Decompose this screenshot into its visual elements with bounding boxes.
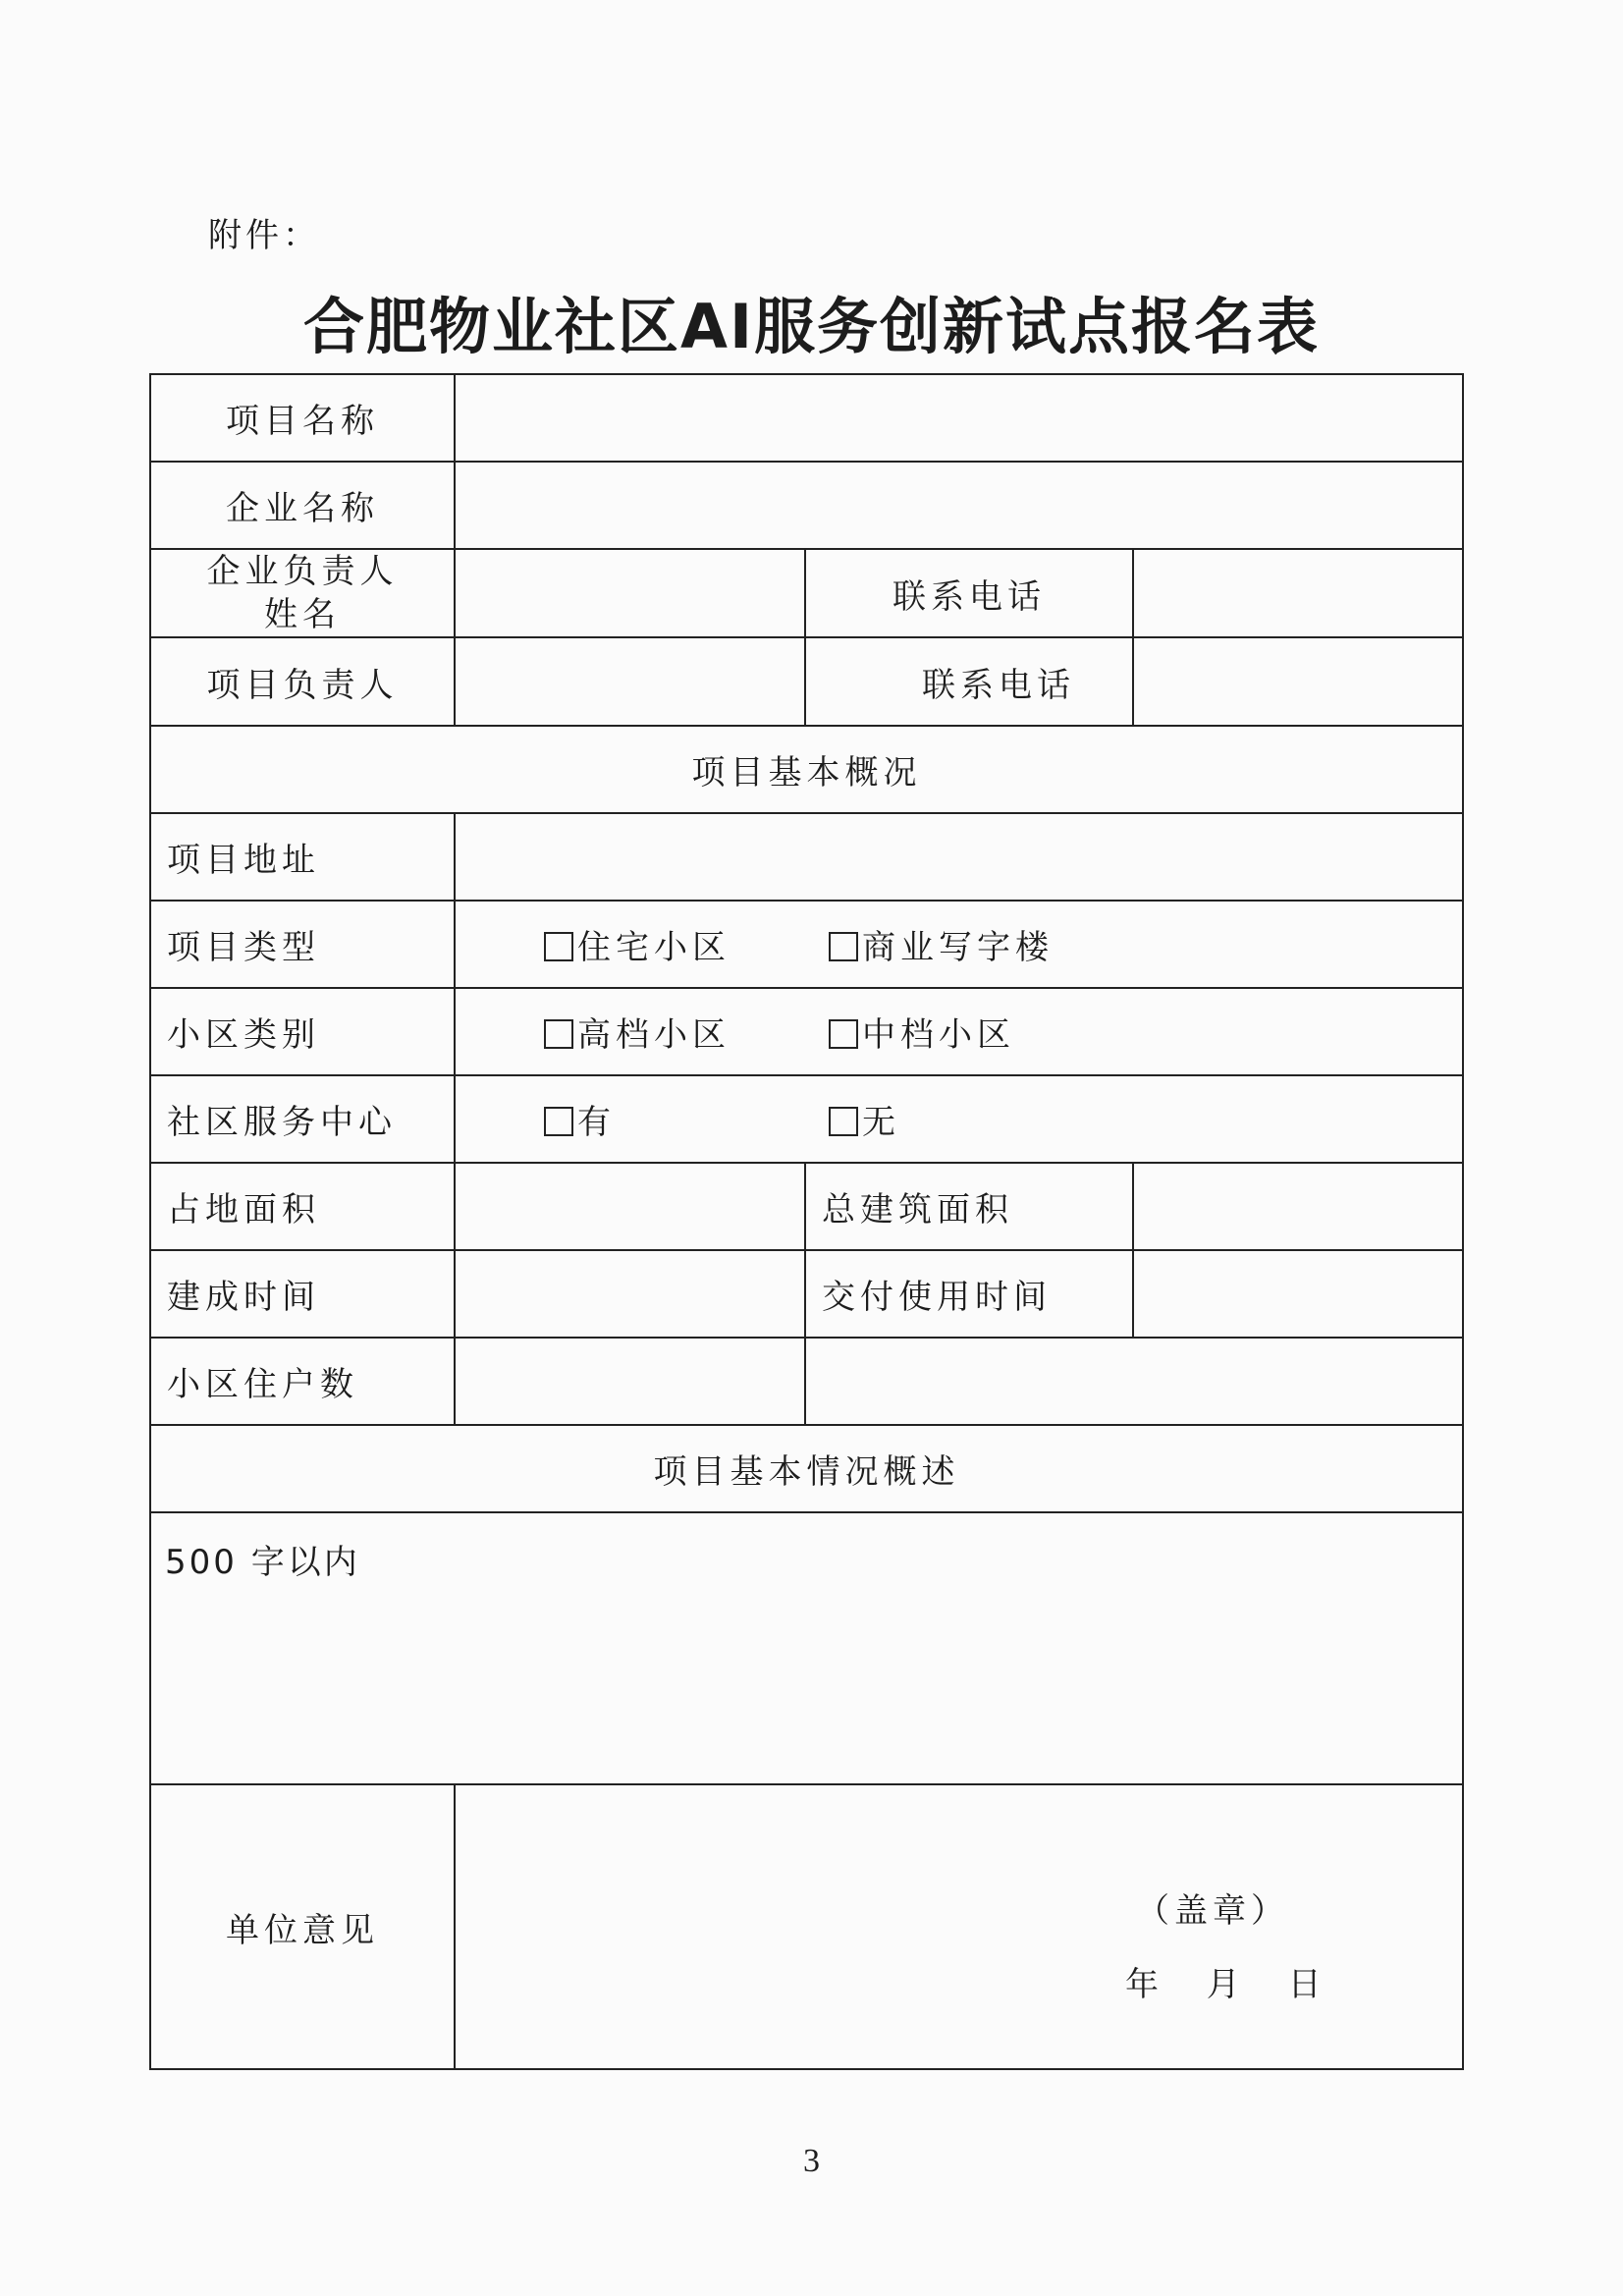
input-land-area[interactable] (455, 1163, 805, 1250)
overview-hint: 500 字以内 (165, 1543, 360, 1582)
option-residential[interactable] (544, 920, 829, 968)
option-mid-range[interactable] (829, 1008, 1015, 1056)
option-yes-label: 有 (577, 1103, 616, 1142)
option-office[interactable] (829, 920, 1054, 968)
option-high-end-label: 高档小区 (577, 1015, 730, 1055)
checkbox-no[interactable] (829, 1107, 858, 1136)
label-address: 项目地址 (150, 813, 455, 901)
section-overview: 项目基本情况概述 (150, 1425, 1463, 1512)
unit-opinion-area[interactable] (455, 1784, 1463, 2069)
input-households[interactable] (455, 1338, 805, 1425)
attachment-label: 附件： (208, 216, 320, 255)
label-company-head: 企业负责人姓名 (150, 549, 455, 637)
label-project-type: 项目类型 (150, 901, 455, 988)
input-address[interactable] (455, 813, 1463, 901)
overview-input[interactable] (150, 1512, 1463, 1784)
page-number: 3 (803, 2143, 820, 2179)
date-text: 年 月 日 (1125, 1965, 1326, 2004)
blank-cell (805, 1338, 1463, 1425)
option-yes[interactable] (544, 1095, 829, 1143)
checkbox-mid-range[interactable] (829, 1019, 858, 1049)
input-phone[interactable] (1133, 549, 1463, 637)
input-company-name[interactable] (455, 462, 1463, 549)
form-title: 合肥物业社区AI服务创新试点报名表 (302, 291, 1321, 362)
checkbox-residential[interactable] (544, 932, 573, 961)
option-high-end[interactable] (544, 1008, 829, 1056)
label-total-area: 总建筑面积 (805, 1163, 1133, 1250)
label-unit-opinion: 单位意见 (150, 1784, 455, 2069)
seal-text: （盖章） (1136, 1891, 1289, 1931)
label-build-time: 建成时间 (150, 1250, 455, 1338)
label-project-head: 项目负责人 (150, 637, 455, 726)
registration-form-table (149, 373, 1464, 2070)
option-no-label: 无 (862, 1103, 900, 1142)
checkbox-office[interactable] (829, 932, 858, 961)
option-office-label: 商业写字楼 (862, 928, 1054, 967)
input-total-area[interactable] (1133, 1163, 1463, 1250)
label-land-area: 占地面积 (150, 1163, 455, 1250)
option-residential-label: 住宅小区 (577, 928, 730, 967)
checkbox-high-end[interactable] (544, 1019, 573, 1049)
input-build-time[interactable] (455, 1250, 805, 1338)
label-delivery-time: 交付使用时间 (805, 1250, 1133, 1338)
label-community-category: 小区类别 (150, 988, 455, 1075)
checkbox-yes[interactable] (544, 1107, 573, 1136)
label-phone: 联系电话 (805, 549, 1133, 637)
input-company-head[interactable] (455, 549, 805, 637)
label-service-center: 社区服务中心 (150, 1075, 455, 1163)
label-phone-2: 联系电话 (805, 637, 1133, 726)
option-no[interactable] (829, 1095, 900, 1143)
label-households: 小区住户数 (150, 1338, 455, 1425)
option-mid-range-label: 中档小区 (862, 1015, 1015, 1055)
input-phone-2[interactable] (1133, 637, 1463, 726)
input-project-name[interactable] (455, 374, 1463, 462)
input-delivery-time[interactable] (1133, 1250, 1463, 1338)
section-basic-overview: 项目基本概况 (150, 726, 1463, 813)
label-company-name: 企业名称 (150, 462, 455, 549)
label-project-name: 项目名称 (150, 374, 455, 462)
input-project-head[interactable] (455, 637, 805, 726)
